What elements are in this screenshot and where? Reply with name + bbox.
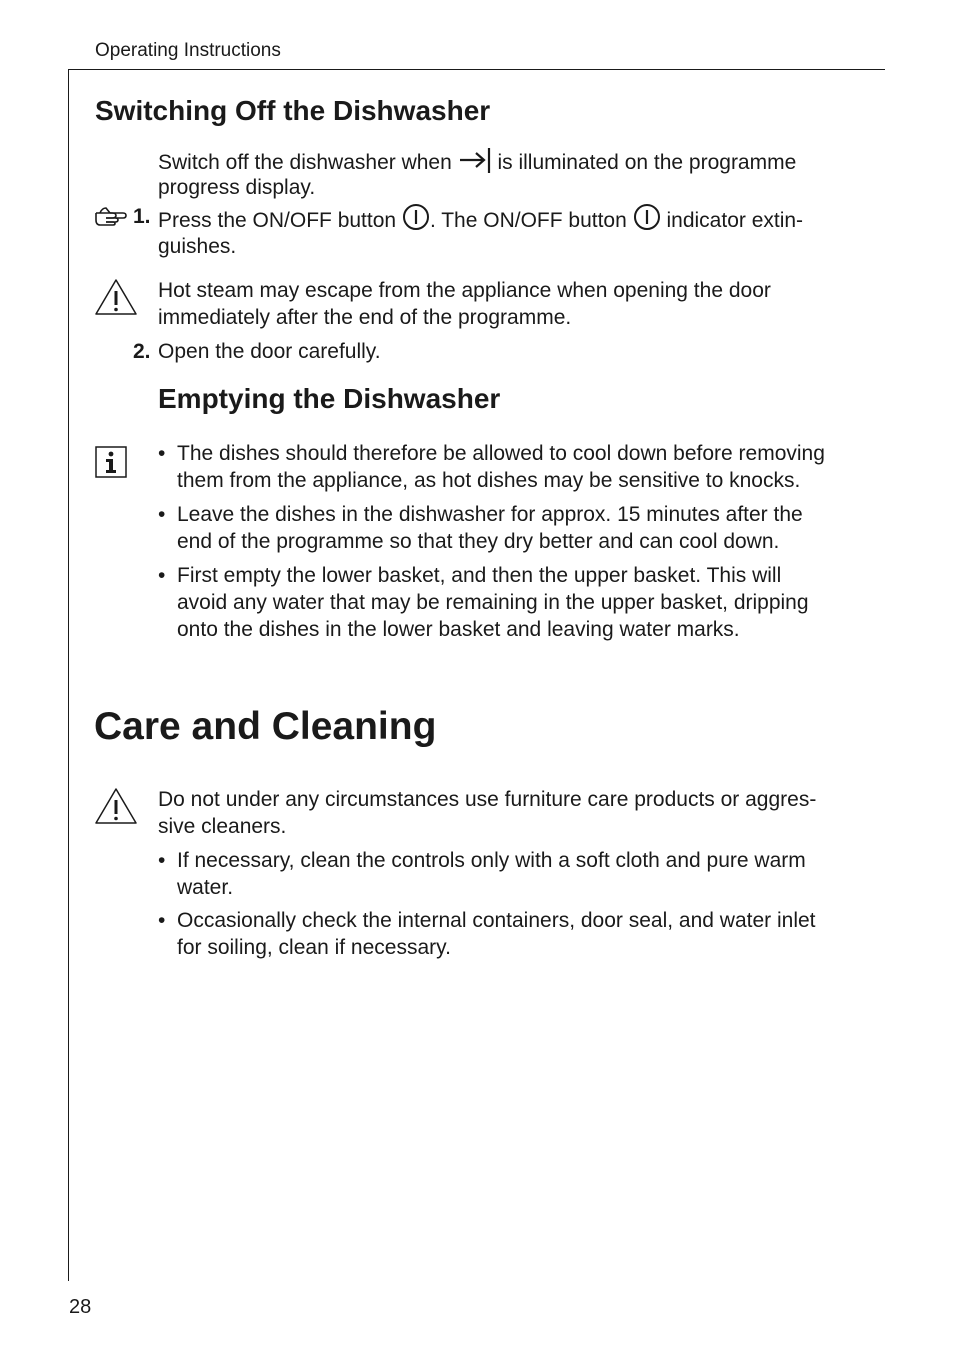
info-icon: [95, 446, 127, 478]
page-number: 28: [69, 1296, 92, 1318]
step-1-text-part1: Press the ON/OFF button: [158, 209, 397, 232]
power-button-icon: [402, 203, 430, 231]
step-2-number: 2.: [133, 340, 151, 363]
warning-steam-line2: immediately after the end of the programme.: [158, 306, 572, 329]
emptying-bullet-3-line2: avoid any water that may be remaining in the upper basket, dripping: [177, 591, 809, 614]
intro-text-part1: Switch off the dishwasher when: [158, 151, 452, 174]
section-title-emptying: Emptying the Dishwasher: [158, 383, 501, 414]
list-bullet: •: [158, 849, 166, 872]
care-bullet-1-line1: If necessary, clean the controls only with a soft cloth and pure warm: [177, 849, 806, 872]
list-bullet: •: [158, 909, 166, 932]
step-1-text-part3: indicator extin-: [666, 209, 804, 232]
margin-rule: [68, 69, 69, 1281]
switching-off-intro-line2: progress display.: [158, 176, 316, 199]
emptying-bullet-2-line1: Leave the dishes in the dishwasher for approx. 15 minutes after the: [177, 503, 803, 526]
warning-steam-line1: Hot steam may escape from the appliance when opening the door: [158, 279, 771, 302]
power-button-icon: [633, 203, 661, 231]
care-bullet-1-line2: water.: [177, 876, 234, 899]
emptying-bullet-1-line2: them from the appliance, as hot dishes may be sensitive to knocks.: [177, 469, 801, 492]
warning-cleaners-line1: Do not under any circumstances use furniture care products or aggres-: [158, 788, 817, 811]
step-1-line2: guishes.: [158, 235, 237, 258]
list-bullet: •: [158, 564, 166, 587]
list-bullet: •: [158, 442, 166, 465]
running-header: Operating Instructions: [95, 40, 281, 61]
emptying-bullet-3-line1: First empty the lower basket, and then the upper basket. This will: [177, 564, 782, 587]
end-arrow-icon: [458, 147, 492, 173]
emptying-bullet-2-line2: end of the programme so that they dry better and can cool down.: [177, 530, 780, 553]
step-1-number: 1.: [133, 205, 151, 228]
step-2-text: Open the door carefully.: [158, 340, 381, 363]
warning-triangle-icon: [94, 278, 138, 316]
care-bullet-2-line2: for soiling, clean if necessary.: [177, 936, 451, 959]
pointing-hand-icon: [94, 206, 128, 226]
warning-cleaners-line2: sive cleaners.: [158, 815, 287, 838]
emptying-bullet-3-line3: onto the dishes in the lower basket and leaving water marks.: [177, 618, 740, 641]
chapter-title-care: Care and Cleaning: [94, 705, 437, 748]
intro-text-part2: is illuminated on the programme: [497, 151, 797, 174]
list-bullet: •: [158, 503, 166, 526]
step-1-line1: [158, 203, 803, 234]
switching-off-intro-line1: [158, 147, 796, 176]
step-1-text-part2: . The ON/OFF button: [429, 209, 627, 232]
emptying-bullet-1-line1: The dishes should therefore be allowed to cool down before removing: [177, 442, 825, 465]
header-rule: [69, 69, 885, 70]
warning-triangle-icon: [94, 787, 138, 825]
care-bullet-2-line1: Occasionally check the internal containers, door seal, and water inlet: [177, 909, 816, 932]
section-title-switching-off: Switching Off the Dishwasher: [95, 95, 491, 126]
